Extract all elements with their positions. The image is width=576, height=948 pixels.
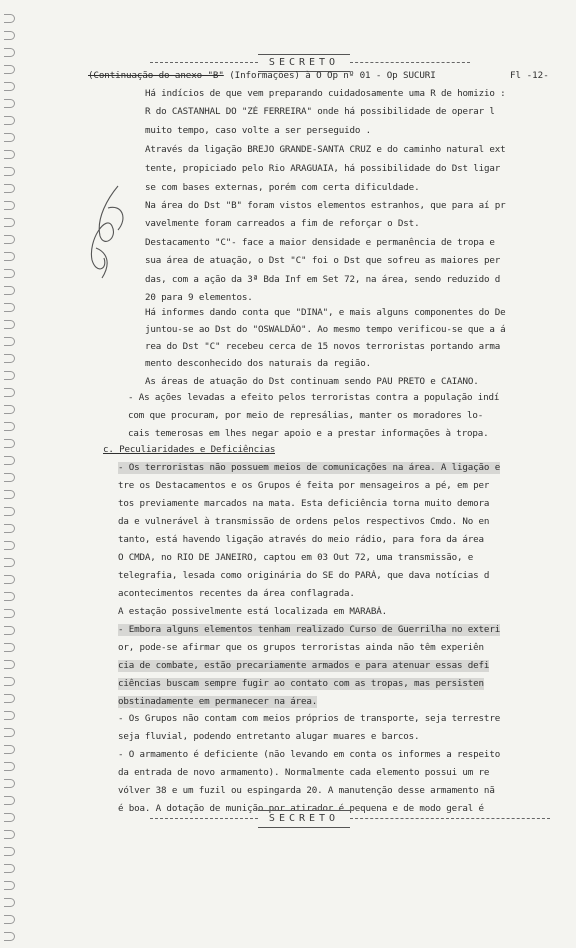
text-line: Na área do Dst "B" foram vistos elementos estranhos, que para aí pr xyxy=(145,200,506,211)
text-line: - As ações levadas a efeito pelos terroristas contra a população indí xyxy=(128,392,500,403)
text-line: cais temerosas em lhes negar apoio e a prestar informações à tropa. xyxy=(128,428,489,439)
bottom-rule-right xyxy=(350,818,550,819)
text-line: - O armamento é deficiente (não levando em conta os informes a respeito xyxy=(118,749,501,760)
document-header xyxy=(88,70,576,81)
text-line: Há informes dando conta que "DINA", e mais alguns componentes do De xyxy=(145,307,506,318)
text-line: se com bases externas, porém com certa dificuldade. xyxy=(145,182,420,193)
text-line: vólver 38 e um fuzil ou espingarda 20. A manutenção desse armamento nã xyxy=(118,785,495,796)
header-info: (Informações) xyxy=(223,70,306,81)
top-classification-stamp: SECRETO xyxy=(258,54,350,72)
stamp-rule-left xyxy=(150,62,258,63)
text-line: da e vulnerável à transmissão de ordens pelos respectivos Cmdo. No en xyxy=(118,516,490,527)
text-line: tos previamente marcados na mata. Esta deficiência torna muito demora xyxy=(118,498,490,509)
text-line: telegrafia, lesada como originária do SE do PARÁ, que dava notícias d xyxy=(118,570,490,581)
text-line: Há indícios de que vem preparando cuidadosamente uma R de homizio : xyxy=(145,88,506,99)
text-line: acontecimentos recentes da área conflagrada. xyxy=(118,588,355,599)
text-line: vavelmente foram carreados a fim de reforçar o Dst. xyxy=(145,218,420,229)
text-line: Através da ligação BREJO GRANDE-SANTA CRUZ e do caminho natural ext xyxy=(145,144,506,155)
text-line: - Embora alguns elementos tenham realizado Curso de Guerrilha no exteri xyxy=(118,624,501,635)
stamp-rule-right xyxy=(350,62,470,63)
text-line: juntou-se ao Dst do "OSWALDÃO". Ao mesmo tempo verificou-se que a á xyxy=(145,324,506,335)
text-line: seja fluvial, podendo entretanto alugar muares e barcos. xyxy=(118,731,420,742)
text-line: obstinadamente em permanecer na área. xyxy=(118,696,318,707)
bottom-rule-left xyxy=(150,818,258,819)
page-number: Fl -12- xyxy=(510,70,549,81)
text-line: R do CASTANHAL DO "ZÉ FERREIRA" onde há possibilidade de operar l xyxy=(145,106,495,117)
header-continuation: (Continuação do anexo "B" xyxy=(88,70,224,81)
header-reference: à O Op nº 01 - Op SUCURI xyxy=(305,70,436,81)
text-line: - Os terroristas não possuem meios de comunicações na área. A ligação e xyxy=(118,462,501,473)
text-line: sua área de atuação, o Dst "C" foi o Dst que sofreu as maiores per xyxy=(145,255,501,266)
text-line: muito tempo, caso volte a ser perseguido . xyxy=(145,125,372,136)
text-line: mento desconhecido dos naturais da região. xyxy=(145,358,372,369)
handwritten-signature xyxy=(78,178,138,283)
text-line: das, com a ação da 3ª Bda Inf em Set 72, na área, sendo reduzido d xyxy=(145,274,501,285)
text-line: or, pode-se afirmar que os grupos terroristas ainda não têm experiên xyxy=(118,642,484,653)
text-line: com que procuram, por meio de represálias, manter os moradores lo- xyxy=(128,410,484,421)
text-line: rea do Dst "C" recebeu cerca de 15 novos terroristas portando arma xyxy=(145,341,501,352)
text-line: A estação possivelmente está localizada em MARABÁ. xyxy=(118,606,388,617)
text-line: tanto, está havendo ligação através do meio rádio, para fora da área xyxy=(118,534,484,545)
text-line: é boa. A dotação de munição por atirador é pequena e de modo geral é xyxy=(118,803,484,814)
text-line: cia de combate, estão precariamente armados e para atenuar essas defi xyxy=(118,660,490,671)
text-line: ciências buscam sempre fugir ao contato com as tropas, mas persisten xyxy=(118,678,484,689)
bottom-classification-stamp: SECRETO xyxy=(258,810,350,828)
text-line: As áreas de atuação do Dst continuam sendo PAU PRETO e CAIANO. xyxy=(145,376,479,387)
text-line: da entrada de novo armamento). Normalmente cada elemento possui um re xyxy=(118,767,490,778)
section-heading: c. Peculiaridades e Deficiências xyxy=(103,444,276,455)
text-line: 20 para 9 elementos. xyxy=(145,292,253,303)
text-line: - Os Grupos não contam com meios próprios de transporte, seja terrestre xyxy=(118,713,501,724)
text-line: O CMDA, no RIO DE JANEIRO, captou em 03 Out 72, uma transmissão, e xyxy=(118,552,474,563)
text-line: tente, propiciado pelo Rio ARAGUAIA, há possibilidade do Dst ligar xyxy=(145,163,501,174)
text-line: Destacamento "C"- face a maior densidade e permanência de tropa e xyxy=(145,237,495,248)
text-line: tre os Destacamentos e os Grupos é feita por mensageiros a pé, em per xyxy=(118,480,490,491)
